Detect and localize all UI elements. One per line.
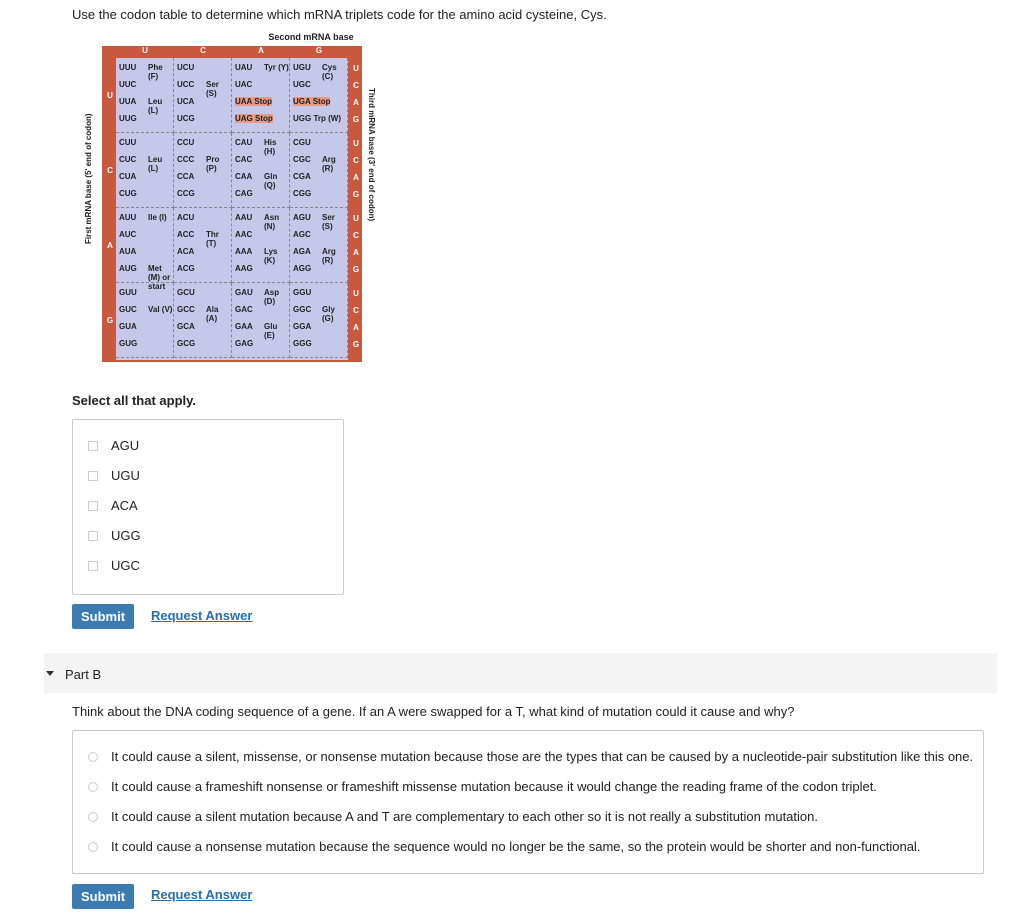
amino-acid-label: His (H) xyxy=(264,138,277,156)
option-ugu[interactable]: UGU xyxy=(111,468,140,483)
amino-acid-label: Gly (G) xyxy=(322,305,335,323)
third-base-head: C xyxy=(353,156,359,165)
part-b-option-4[interactable]: It could cause a nonsense mutation because the sequence would no longer be the same, so the protein would be shorter and non-functional. xyxy=(111,839,921,854)
codon: CGA xyxy=(293,172,311,181)
select-all-label: Select all that apply. xyxy=(72,393,197,408)
codon: UGG Trp (W) xyxy=(293,114,341,123)
codon-table xyxy=(86,32,374,364)
codon-cell xyxy=(290,208,348,283)
codon: CGU xyxy=(293,138,311,147)
codon: AUA xyxy=(119,247,137,256)
codon: CUA xyxy=(119,172,137,181)
third-base-head: A xyxy=(353,323,359,332)
codon: GUC xyxy=(119,305,137,314)
radio-option-4[interactable] xyxy=(88,842,98,852)
codon: GUA xyxy=(119,322,137,331)
codon: AUC xyxy=(119,230,137,239)
codon: CAU xyxy=(235,138,253,147)
part-b-submit-button[interactable]: Submit xyxy=(72,884,134,909)
part-b-option-1[interactable]: It could cause a silent, missense, or nonsense mutation because those are the types that can be caused by a nucleotide-pair substitution like this one. xyxy=(111,749,974,764)
codon: UUC xyxy=(119,80,137,89)
radio-option-2[interactable] xyxy=(88,782,98,792)
codon: UGA Stop xyxy=(293,97,331,106)
amino-acid-label: Cys (C) xyxy=(322,63,337,81)
codon: UCC xyxy=(177,80,195,89)
third-base-head: C xyxy=(353,81,359,90)
amino-acid-label: Phe (F) xyxy=(148,63,163,81)
radio-option-3[interactable] xyxy=(88,812,98,822)
col-head-c: C xyxy=(200,46,206,55)
codon: CGG xyxy=(293,189,312,198)
codon-cell xyxy=(232,58,290,133)
third-base-head: G xyxy=(352,340,360,349)
codon: AGC xyxy=(293,230,311,239)
codon-cell xyxy=(174,58,232,133)
codon: GGA xyxy=(293,322,312,331)
option-ugc[interactable]: UGC xyxy=(111,558,140,573)
checkbox-ugc[interactable] xyxy=(88,561,98,571)
codon: GUU xyxy=(119,288,137,297)
codon: UAG Stop xyxy=(235,114,273,123)
radio-option-1[interactable] xyxy=(88,752,98,762)
codon: ACA xyxy=(177,247,195,256)
first-base-label: First mRNA base (5' end of codon) xyxy=(84,113,93,244)
row-head-u: U xyxy=(107,91,113,100)
caret-down-icon[interactable] xyxy=(46,671,54,676)
col-head-g: G xyxy=(315,46,323,55)
part-b-title[interactable]: Part B xyxy=(65,667,102,682)
col-head-a: A xyxy=(258,46,264,55)
codon: UCA xyxy=(177,97,195,106)
codon: GGU xyxy=(293,288,312,297)
third-base-head: A xyxy=(353,98,359,107)
codon: AUG xyxy=(119,264,137,273)
codon: GGG xyxy=(293,339,312,348)
codon-cell xyxy=(116,58,174,133)
option-agu[interactable]: AGU xyxy=(111,438,140,453)
third-base-label: Third mRNA base (3' end of codon) xyxy=(367,88,376,222)
part-b-option-3[interactable]: It could cause a silent mutation because A and T are complementary to each other so it is not really a substitution mutation. xyxy=(111,809,818,824)
codon-cell xyxy=(174,283,232,358)
codon: UAC xyxy=(235,80,253,89)
codon-cell xyxy=(116,208,174,291)
question-text: Use the codon table to determine which mRNA triplets code for the amino acid cysteine, Cys. xyxy=(72,7,607,22)
codon-cell xyxy=(116,133,174,208)
codon: GCU xyxy=(177,288,195,297)
codon: GAU xyxy=(235,288,253,297)
codon: AAA xyxy=(235,247,253,256)
amino-acid-label: Tyr (Y) xyxy=(264,63,289,72)
amino-acid-label: Lys (K) xyxy=(264,247,278,265)
amino-acid-label: Glu (E) xyxy=(264,322,278,340)
codon-cell xyxy=(174,133,232,208)
part-a-request-answer-link[interactable]: Request Answer xyxy=(151,608,253,623)
checkbox-ugg[interactable] xyxy=(88,531,98,541)
option-ugg[interactable]: UGG xyxy=(111,528,141,543)
codon: CAA xyxy=(235,172,253,181)
codon: UGU xyxy=(293,63,311,72)
codon: ACU xyxy=(177,213,195,222)
codon-cell xyxy=(290,58,348,133)
codon-cell xyxy=(290,283,348,358)
second-base-label: Second mRNA base xyxy=(268,32,354,42)
third-base-head: U xyxy=(353,64,359,73)
codon: CCA xyxy=(177,172,195,181)
codon: CGC xyxy=(293,155,311,164)
codon: GCC xyxy=(177,305,195,314)
codon: ACG xyxy=(177,264,195,273)
option-aca[interactable]: ACA xyxy=(111,498,138,513)
codon: UCG xyxy=(177,114,195,123)
codon: GGC xyxy=(293,305,312,314)
amino-acid-label: Ala (A) xyxy=(206,305,219,323)
amino-acid-label: Arg (R) xyxy=(322,155,336,173)
codon-cell xyxy=(290,133,348,208)
codon: UCU xyxy=(177,63,195,72)
amino-acid-label: Leu (L) xyxy=(148,97,163,115)
part-b-request-answer-link[interactable]: Request Answer xyxy=(151,887,253,902)
third-base-head: G xyxy=(352,265,360,274)
codon: UAA Stop xyxy=(235,97,273,106)
codon: CUG xyxy=(119,189,137,198)
amino-acid-label: Asp (D) xyxy=(264,288,280,306)
third-base-head: U xyxy=(353,139,359,148)
codon: UUA xyxy=(119,97,137,106)
codon: AUU xyxy=(119,213,137,222)
amino-acid-label: Leu (L) xyxy=(148,155,163,173)
row-head-a: A xyxy=(107,241,113,250)
amino-acid-label: Arg (R) xyxy=(322,247,336,265)
codon-cell xyxy=(232,133,290,208)
third-base-head: C xyxy=(353,306,359,315)
codon: CCU xyxy=(177,138,195,147)
codon: UUU xyxy=(119,63,137,72)
codon: GAG xyxy=(235,339,254,348)
codon: AGG xyxy=(293,264,312,273)
third-base-head: A xyxy=(353,173,359,182)
codon: CCG xyxy=(177,189,195,198)
codon-cell xyxy=(116,283,174,358)
codon: UGC xyxy=(293,80,311,89)
third-base-head: U xyxy=(353,214,359,223)
codon: AAG xyxy=(235,264,253,273)
codon-table-frame xyxy=(102,46,362,362)
codon-cell xyxy=(174,208,232,283)
part-b-option-2[interactable]: It could cause a frameshift nonsense or frameshift missense mutation because it would change the reading frame of the codon triplet. xyxy=(111,779,877,794)
third-base-head: G xyxy=(352,115,360,124)
amino-acid-label: Asn (N) xyxy=(264,213,280,231)
codon-cell xyxy=(232,283,290,358)
amino-acid-label: Ser (S) xyxy=(206,80,219,98)
row-head-g: G xyxy=(106,316,114,325)
codon: GAA xyxy=(235,322,253,331)
part-b-header[interactable] xyxy=(44,653,997,693)
part-a-submit-button[interactable]: Submit xyxy=(72,604,134,629)
codon: AGU xyxy=(293,213,311,222)
codon: ACC xyxy=(177,230,195,239)
codon: CAG xyxy=(235,189,253,198)
codon: CCC xyxy=(177,155,195,164)
third-base-head: G xyxy=(352,190,360,199)
codon-cell xyxy=(232,208,290,283)
codon: GCG xyxy=(177,339,196,348)
checkbox-aca[interactable] xyxy=(88,501,98,511)
codon: CUU xyxy=(119,138,137,147)
amino-acid-label: Ile (I) xyxy=(148,213,167,222)
codon-grid xyxy=(116,58,348,360)
codon: UAU xyxy=(235,63,253,72)
codon: AGA xyxy=(293,247,311,256)
codon: UUG xyxy=(119,114,137,123)
amino-acid-label: Ser (S) xyxy=(322,213,335,231)
part-b-question: Think about the DNA coding sequence of a gene. If an A were swapped for a T, what kind of mutation could it cause and why? xyxy=(72,704,795,719)
part-a-options-box xyxy=(72,419,344,595)
third-base-head: A xyxy=(353,248,359,257)
amino-acid-label: Gln (Q) xyxy=(264,172,278,190)
amino-acid-label: Val (V) xyxy=(148,305,173,314)
codon: AAC xyxy=(235,230,253,239)
amino-acid-label: Met (M) or start xyxy=(148,264,171,291)
row-head-c: C xyxy=(107,166,113,175)
codon: CAC xyxy=(235,155,253,164)
amino-acid-label: Pro (P) xyxy=(206,155,220,173)
col-head-u: U xyxy=(142,46,148,55)
codon: GCA xyxy=(177,322,195,331)
checkbox-agu[interactable] xyxy=(88,441,98,451)
third-base-head: C xyxy=(353,231,359,240)
codon: AAU xyxy=(235,213,253,222)
third-base-head: U xyxy=(353,289,359,298)
amino-acid-label: Thr (T) xyxy=(206,230,219,248)
codon: CUC xyxy=(119,155,137,164)
part-b-options-box xyxy=(72,730,984,874)
codon: GUG xyxy=(119,339,138,348)
codon: GAC xyxy=(235,305,253,314)
checkbox-ugu[interactable] xyxy=(88,471,98,481)
